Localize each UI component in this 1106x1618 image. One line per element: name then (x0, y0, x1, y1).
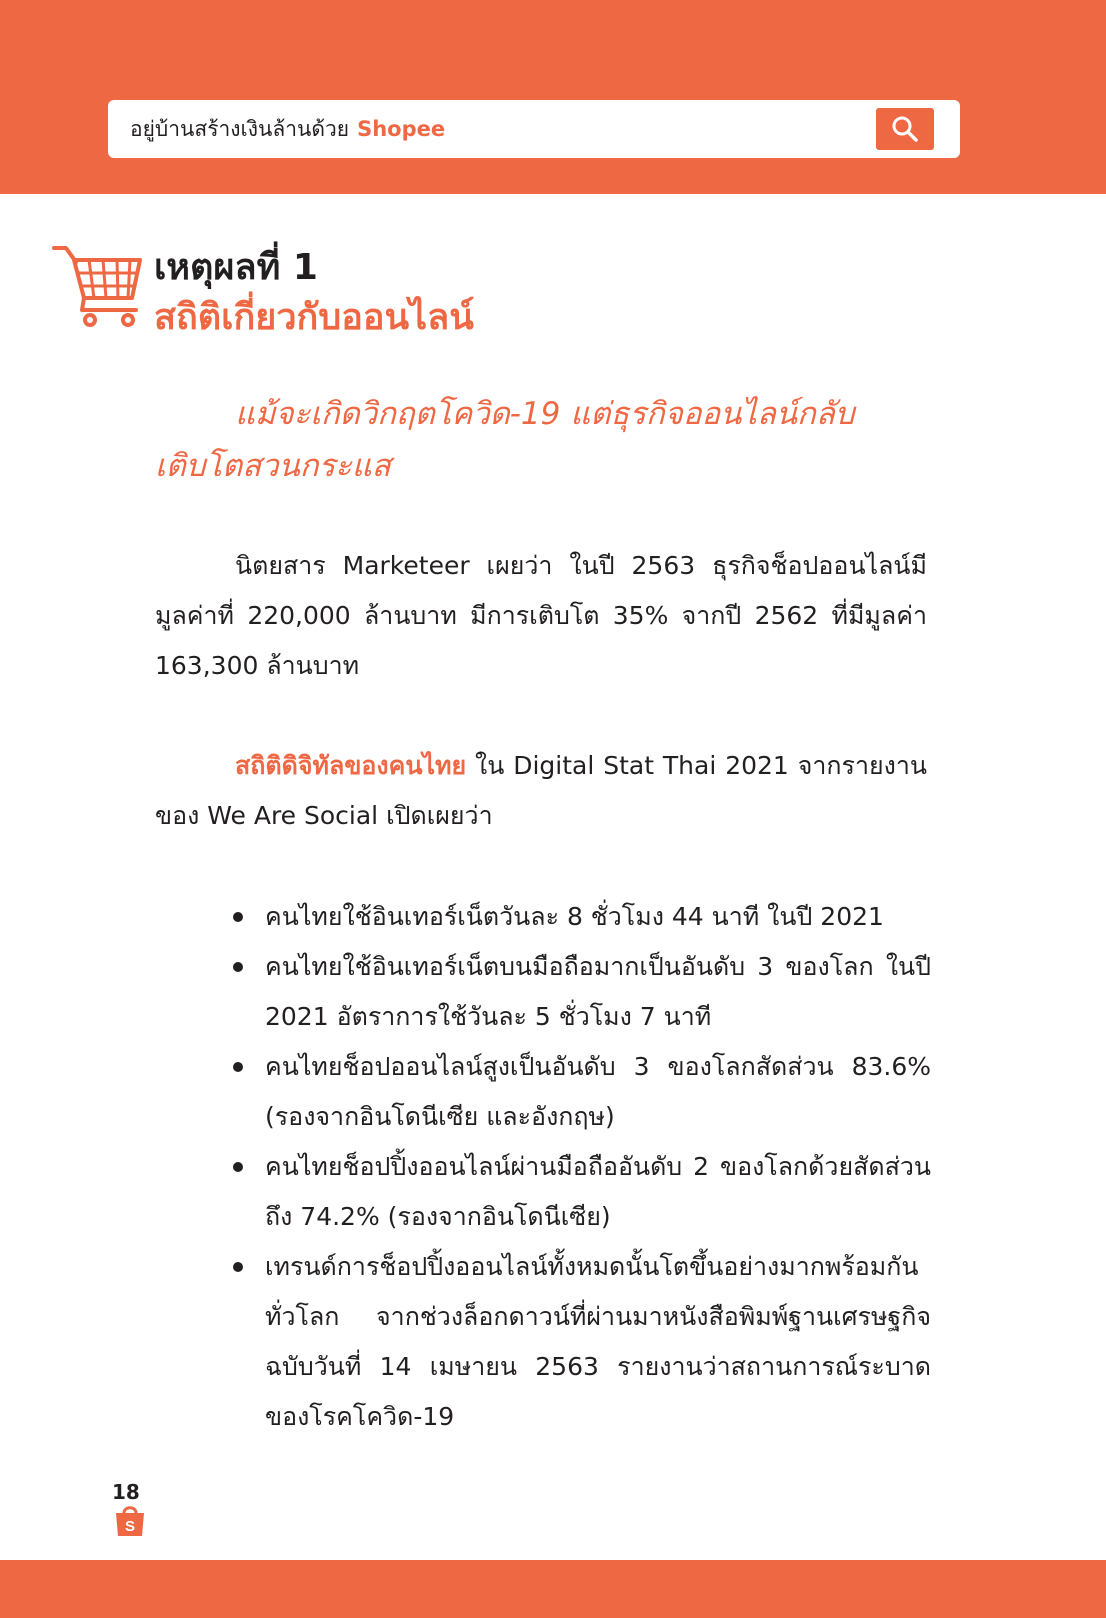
shopping-cart-icon (52, 240, 144, 328)
search-bar[interactable] (108, 100, 960, 158)
section-heading-title: เหตุผลที่ 1 (154, 247, 318, 288)
page-number: 18 (112, 1480, 140, 1504)
paragraph-marketeer: นิตยสาร Marketeer เผยว่า ในปี 2563 ธุรกิจช็อปออนไลน์มีมูลค่าที่ 220,000 ล้านบาท มีการเติบโต 35% จากปี 2562 ที่มีมูลค่า 163,300 ล้านบาท (155, 551, 927, 680)
paragraph-text: ใน Digital Stat Thai 2021 จากรายงานของ We Are Social เปิดเผยว่า (155, 751, 927, 830)
paragraph-digital-stat (155, 741, 927, 841)
shopee-bag-icon (112, 1502, 148, 1538)
section-heading-subtitle: สถิติเกี่ยวกับออนไลน์ (154, 297, 474, 338)
search-button[interactable] (876, 108, 934, 150)
list-item: คนไทยช็อปออนไลน์สูงเป็นอันดับ 3 ของโลกสัดส่วน 83.6% (รองจากอินโดนีเซีย และอังกฤษ) (231, 1042, 931, 1142)
bullet-list (231, 892, 931, 1442)
subheading: แม้จะเกิดวิกฤตโควิด-19 แต่ธุรกิจออนไลน์กลับเติบโตสวนกระแส (155, 396, 855, 484)
paragraph-highlight: สถิติดิจิทัลของคนไทย (235, 751, 467, 780)
list-item: คนไทยใช้อินเทอร์เน็ตบนมือถือมากเป็นอันดับ 3 ของโลก ในปี 2021 อัตราการใช้วันละ 5 ชั่วโมง 7 นาที (231, 942, 931, 1042)
list-item: คนไทยใช้อินเทอร์เน็ตวันละ 8 ชั่วโมง 44 นาที ในปี 2021 (231, 892, 931, 942)
search-bar-text: อยู่บ้านสร้างเงินล้านด้วย (130, 116, 350, 141)
footer-band (0, 1560, 1106, 1618)
search-bar-brand: Shopee (357, 117, 446, 141)
header-band (0, 0, 1106, 194)
list-item: คนไทยช็อปปิ้งออนไลน์ผ่านมือถืออันดับ 2 ของโลกด้วยสัดส่วนถึง 74.2% (รองจากอินโดนีเซีย) (231, 1142, 931, 1242)
bag-letter: S (124, 1518, 136, 1535)
search-icon (890, 114, 920, 144)
list-item: เทรนด์การช็อปปิ้งออนไลน์ทั้งหมดนั้นโตขึ้นอย่างมากพร้อมกันทั่วโลก จากช่วงล็อกดาวน์ที่ผ่านมาหนังสือพิมพ์ฐานเศรษฐกิจ ฉบับวันที่ 14 เมษายน 2563 รายงานว่าสถานการณ์ระบาดของโรคโควิด-19 (231, 1242, 931, 1442)
